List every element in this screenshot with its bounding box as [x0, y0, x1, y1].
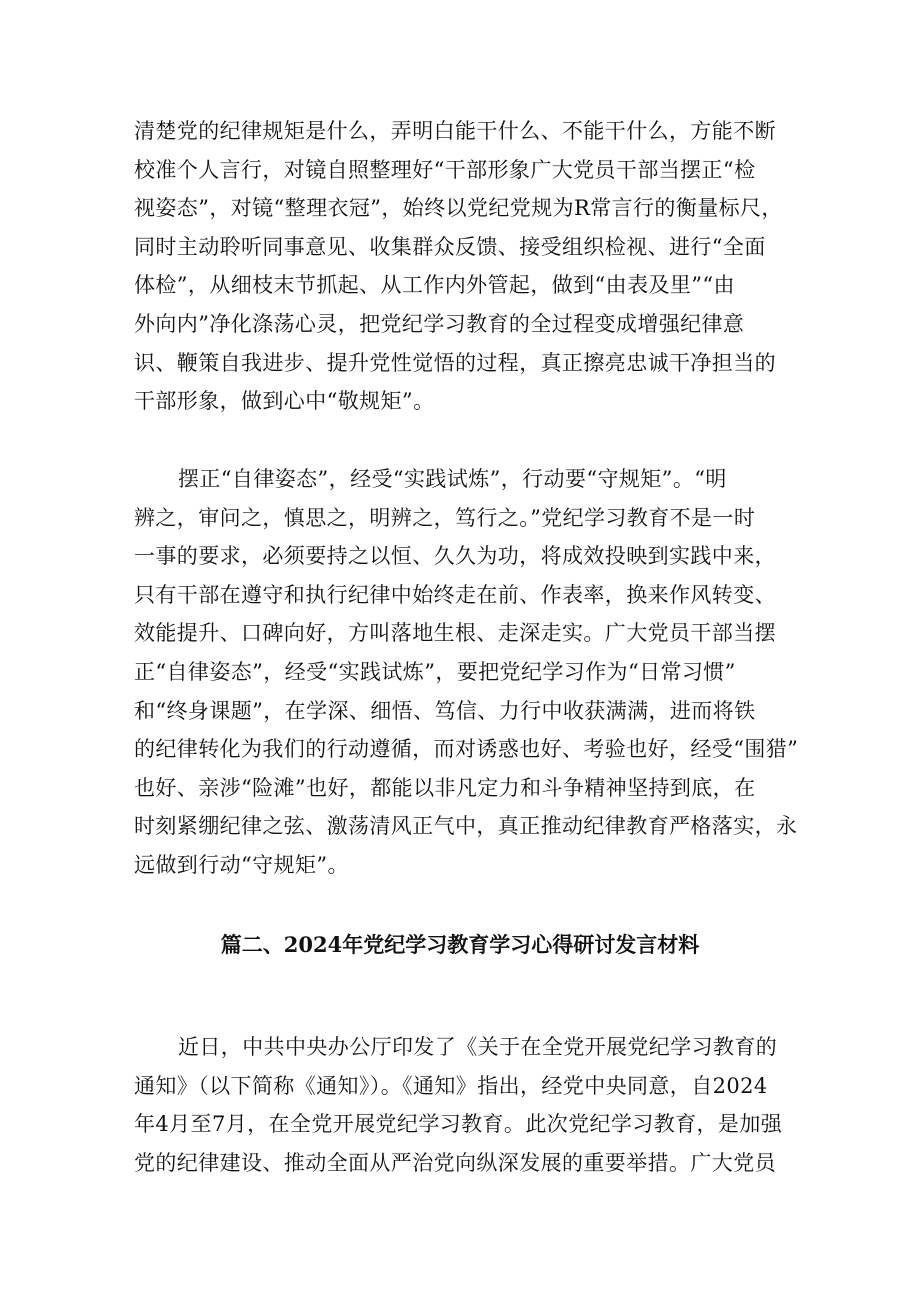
text-line: 近日，中共中央办公厅印发了《关于在全党开展党纪学习教育的 [178, 1035, 778, 1059]
text-line: 也好、亲涉“险滩”也好，都能以非凡定力和斗争精神坚持到底，在 [134, 775, 756, 800]
text-line: 时刻紧绷纪律之弦、激荡清风正气中，真正推动纪律教育严格落实，永 [134, 814, 798, 839]
text-line: 效能提升、口碑向好，方叫落地生根、走深走实。广大党员干部当摆 [134, 621, 776, 646]
text-line: 的纪律转化为我们的行动遵循，而对诱惑也好、考验也好，经受“围猎” [134, 737, 799, 762]
section-heading: 篇二、2024年党纪学习教育学习心得研讨发言材料 [220, 932, 700, 957]
text-line: 外向内”净化涤荡心灵，把党纪学习教育的全过程变成增强纪律意 [134, 311, 745, 336]
text-line: 远做到行动“守规矩”。 [134, 852, 349, 877]
text-line: 体检”，从细枝末节抓起、从工作内外管起，做到“由表及里”“由 [134, 273, 735, 298]
text-line: 和“终身课题”，在学深、细悟、笃信、力行中收获满满，进而将铁 [134, 698, 756, 723]
text-line: 干部形象，做到心中“敬规矩”。 [134, 389, 435, 414]
text-line: 年4月至7月，在全党开展党纪学习教育。此次党纪学习教育，是加强 [134, 1112, 783, 1137]
text-line: 摆正“自律姿态”，经受“实践试炼”，行动要“守规矩”。“明 [178, 467, 727, 491]
paragraph-self-discipline [134, 460, 799, 885]
paragraph-notice [134, 1028, 794, 1182]
text-line: 视姿态”，对镜“整理衣冠”，始终以党纪党规为R常言行的衡量标尺， [134, 196, 783, 221]
text-line: 识、鞭策自我进步、提升党性觉悟的过程，真正擦亮忠诚干净担当的 [134, 350, 776, 375]
text-line: 校准个人言行，对镜自照整理好“干部形象广大党员干部当摆正“检 [134, 157, 756, 182]
text-line: 一事的要求，必须要持之以恒、久久为功，将成效投映到实践中来， [134, 544, 776, 569]
text-line: 党的纪律建设、推动全面从严治党向纵深发展的重要举措。广大党员 [134, 1150, 776, 1175]
paragraph-discipline-rules [134, 112, 794, 421]
text-line: 通知》（以下简称《通知》）。《通知》指出，经党中央同意，自2024 [134, 1073, 768, 1098]
text-line: 清楚党的纪律规矩是什么，弄明白能干什么、不能干什么，方能不断 [134, 119, 776, 143]
text-line: 正“自律姿态”，经受“实践试炼”，要把党纪学习作为“日常习惯” [134, 659, 736, 684]
text-line: 同时主动聆听同事意见、收集群众反馈、接受组织检视、进行“全面 [134, 234, 766, 259]
text-line: 只有干部在遵守和执行纪律中始终走在前、作表率，换来作风转变、 [134, 582, 776, 607]
text-line: 辨之，审问之，慎思之，明辨之，笃行之。”党纪学习教育不是一时 [134, 505, 756, 530]
